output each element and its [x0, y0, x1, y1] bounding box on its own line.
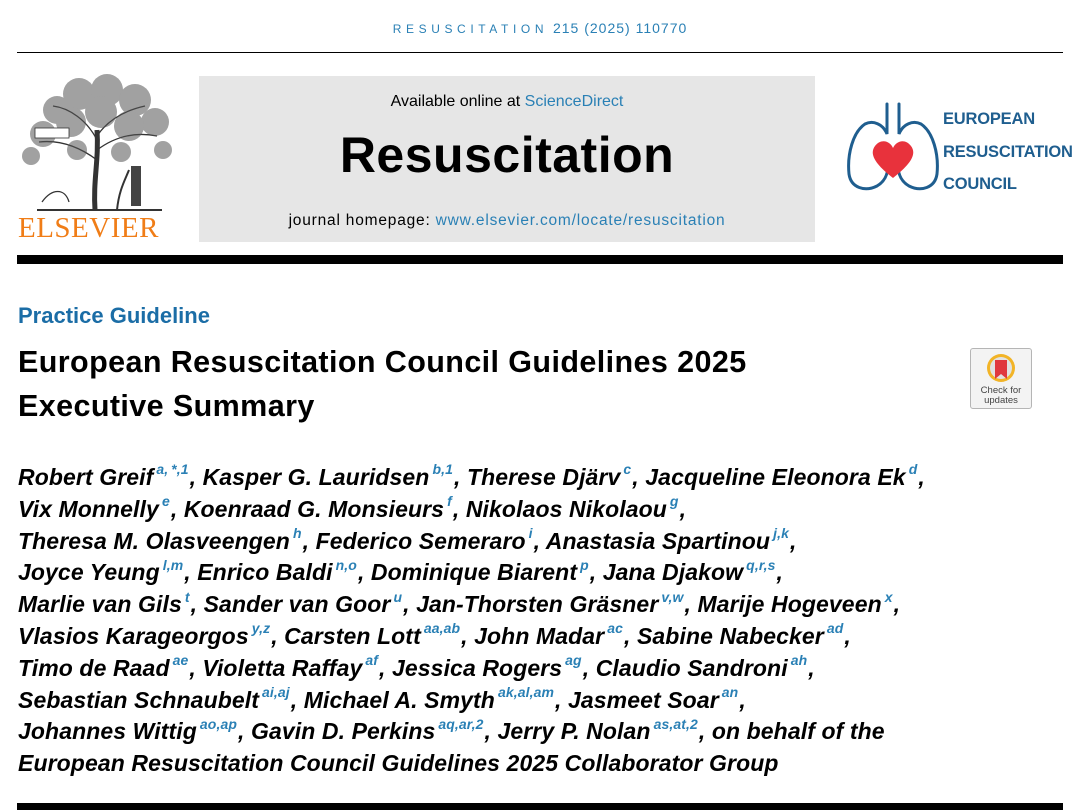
- author-name: Jan-Thorsten Gräsner: [416, 591, 659, 618]
- author-name: Koenraad G. Monsieurs: [183, 495, 445, 522]
- author-line: [18, 462, 1068, 494]
- affiliation-marker[interactable]: p: [580, 556, 589, 573]
- author-name: European Resuscitation Council Guidelines 2025 Collaborator Group: [18, 750, 779, 777]
- author-name: Jacqueline Eleonora Ek: [645, 464, 906, 490]
- author-line: [18, 621, 1068, 653]
- affiliation-marker[interactable]: u: [393, 588, 403, 605]
- affiliation-marker[interactable]: h: [292, 524, 302, 541]
- author-name: Theresa M. Olasveengen: [18, 527, 290, 554]
- author-separator: ,: [789, 527, 797, 554]
- affiliation-marker[interactable]: l,m: [162, 556, 184, 573]
- affiliation-marker[interactable]: a, *,1: [156, 461, 189, 478]
- affiliation-marker[interactable]: e: [161, 493, 170, 510]
- author-name: Robert Greif: [18, 464, 154, 490]
- affiliation-marker[interactable]: f: [447, 493, 452, 510]
- author-separator: ,: [808, 654, 815, 681]
- author-line: [18, 716, 1068, 748]
- author-name: Nikolaos Nikolaou: [465, 495, 667, 522]
- author-separator: ,: [918, 464, 925, 490]
- journal-masthead: [199, 76, 815, 242]
- affiliation-marker[interactable]: j,k: [773, 524, 789, 541]
- author-name: Federico Semeraro: [315, 527, 526, 554]
- check-updates-line-1: Check for: [980, 385, 1022, 396]
- author-name: Dominique Biarent: [370, 559, 578, 586]
- author-separator: ,: [238, 718, 251, 745]
- author-name: Vix Monnelly: [18, 495, 159, 522]
- affiliation-marker[interactable]: af: [365, 652, 379, 669]
- author-name: Carsten Lott: [284, 622, 421, 649]
- affiliation-marker[interactable]: an: [721, 683, 739, 700]
- article-type: Practice Guideline: [18, 303, 210, 328]
- author-separator: ,: [184, 559, 198, 586]
- affiliation-marker[interactable]: v,w: [661, 588, 684, 605]
- affiliation-marker[interactable]: ah: [790, 652, 808, 669]
- author-separator: ,: [461, 622, 475, 649]
- author-separator: ,: [271, 622, 285, 649]
- check-updates-line-2: updates: [984, 394, 1018, 406]
- author-line: [18, 653, 1068, 685]
- homepage-prefix: journal homepage:: [288, 212, 436, 229]
- author-name: Joyce Yeung: [18, 559, 160, 586]
- homepage-link[interactable]: www.elsevier.com/locate/resuscitation: [435, 212, 726, 229]
- author-separator: ,: [379, 654, 392, 681]
- author-name: Anastasia Spartinou: [545, 527, 771, 554]
- citation-journal: RESUSCITATION: [392, 22, 549, 36]
- homepage-line: [199, 212, 815, 230]
- affiliation-marker[interactable]: n,o: [335, 556, 357, 573]
- author-name: Sander van Goor: [203, 591, 391, 618]
- article-title-line-1: European Resuscitation Council Guidelines 2025: [18, 345, 747, 379]
- author-separator: ,: [632, 464, 646, 490]
- affiliation-marker[interactable]: q,r,s: [746, 556, 776, 573]
- author-name: Claudio Sandroni: [595, 654, 788, 681]
- footer-divider: [17, 803, 1063, 810]
- author-separator: ,: [684, 591, 698, 618]
- affiliation-marker[interactable]: ac: [607, 620, 623, 637]
- author-separator: ,: [533, 527, 546, 554]
- author-name: Michael A. Smyth: [303, 686, 495, 713]
- author-separator: ,: [589, 559, 603, 586]
- author-name: Johannes Wittig: [18, 718, 197, 745]
- author-name: Timo de Raad: [18, 654, 170, 681]
- sciencedirect-link[interactable]: ScienceDirect: [524, 93, 624, 110]
- author-name: Jasmeet Soar: [567, 686, 719, 713]
- erc-line-3: COUNCIL: [943, 175, 1017, 193]
- author-separator: ,: [484, 718, 498, 745]
- author-line: [18, 494, 1068, 526]
- erc-line-1: EUROPEAN: [943, 110, 1035, 128]
- author-name: Jerry P. Nolan: [497, 718, 651, 745]
- author-name: Sabine Nabecker: [636, 622, 824, 649]
- journal-name: Resuscitation: [339, 127, 675, 183]
- author-name: John Madar: [474, 622, 605, 649]
- author-line: [18, 557, 1068, 589]
- header-divider: [17, 52, 1063, 53]
- author-separator: ,: [452, 495, 466, 522]
- author-separator: ,: [582, 654, 596, 681]
- affiliation-marker[interactable]: ai,aj: [262, 683, 290, 700]
- author-name: Violetta Raffay: [202, 654, 363, 681]
- affiliation-marker[interactable]: ae: [172, 652, 189, 669]
- author-separator: ,: [189, 654, 203, 681]
- affiliation-marker[interactable]: y,z: [251, 620, 271, 637]
- author-name: Vlasios Karageorgos: [18, 622, 249, 649]
- affiliation-marker[interactable]: ag: [565, 652, 582, 669]
- author-line: [18, 748, 1068, 780]
- author-name: Kasper G. Lauridsen: [202, 464, 430, 490]
- author-name: Gavin D. Perkins: [250, 718, 436, 745]
- affiliation-marker[interactable]: b,1: [432, 461, 453, 478]
- article-title-line-2: Executive Summary: [18, 389, 315, 423]
- author-separator: ,: [357, 559, 371, 586]
- affiliation-marker[interactable]: aa,ab: [423, 620, 461, 637]
- author-line: [18, 526, 1068, 558]
- author-line: [18, 685, 1068, 717]
- erc-line-2: RESUSCITATION: [943, 142, 1073, 161]
- author-separator: ,: [623, 622, 637, 649]
- author-separator: ,: [189, 464, 203, 490]
- author-separator: ,: [555, 686, 568, 713]
- author-name: Jana Djakow: [602, 559, 744, 586]
- author-name: Sebastian Schnaubelt: [18, 686, 260, 713]
- author-separator: ,: [739, 686, 746, 713]
- journal-citation: [0, 20, 1080, 36]
- article-title: [18, 340, 747, 428]
- author-name: Jessica Rogers: [392, 654, 563, 681]
- affiliation-marker[interactable]: c: [623, 461, 632, 478]
- affiliation-marker[interactable]: i: [528, 524, 533, 541]
- affiliation-marker[interactable]: d: [908, 461, 918, 478]
- author-list: [18, 462, 1068, 780]
- author-separator: ,: [190, 591, 204, 618]
- author-separator: ,: [403, 591, 417, 618]
- author-separator: ,: [302, 527, 316, 554]
- author-name: Therese Djärv: [466, 464, 621, 490]
- author-separator: ,: [170, 495, 184, 522]
- masthead-divider: [17, 255, 1063, 264]
- elsevier-wordmark: ELSEVIER: [18, 212, 159, 244]
- affiliation-marker[interactable]: t: [184, 588, 190, 605]
- affiliation-marker[interactable]: g: [669, 493, 679, 510]
- author-separator: ,: [844, 622, 851, 649]
- author-name: Enrico Baldi: [197, 559, 333, 586]
- availability-prefix: Available online at: [390, 93, 525, 110]
- author-separator: ,: [290, 686, 304, 713]
- author-separator: ,: [776, 559, 783, 586]
- author-separator: ,: [893, 591, 901, 618]
- availability-line: [199, 93, 815, 111]
- check-for-updates-button[interactable]: [970, 348, 1032, 409]
- author-separator: ,: [679, 495, 687, 522]
- author-separator: ,: [453, 464, 467, 490]
- erc-lungs-heart-icon: [843, 94, 943, 194]
- author-separator: , on behalf of the: [698, 718, 885, 745]
- citation-issue: 215 (2025) 110770: [552, 20, 688, 36]
- affiliation-marker[interactable]: ao,ap: [199, 715, 237, 732]
- erc-wordmark: [943, 103, 1073, 201]
- author-name: Marije Hogeveen: [697, 591, 882, 618]
- affiliation-marker[interactable]: x: [884, 588, 893, 605]
- affiliation-marker[interactable]: ad: [826, 620, 844, 637]
- affiliation-marker[interactable]: aq,ar,2: [438, 715, 484, 732]
- affiliation-marker[interactable]: ak,al,am: [497, 683, 554, 700]
- author-name: Marlie van Gils: [18, 591, 182, 618]
- affiliation-marker[interactable]: as,at,2: [653, 715, 698, 732]
- author-line: [18, 589, 1068, 621]
- check-updates-icon: [971, 349, 1031, 389]
